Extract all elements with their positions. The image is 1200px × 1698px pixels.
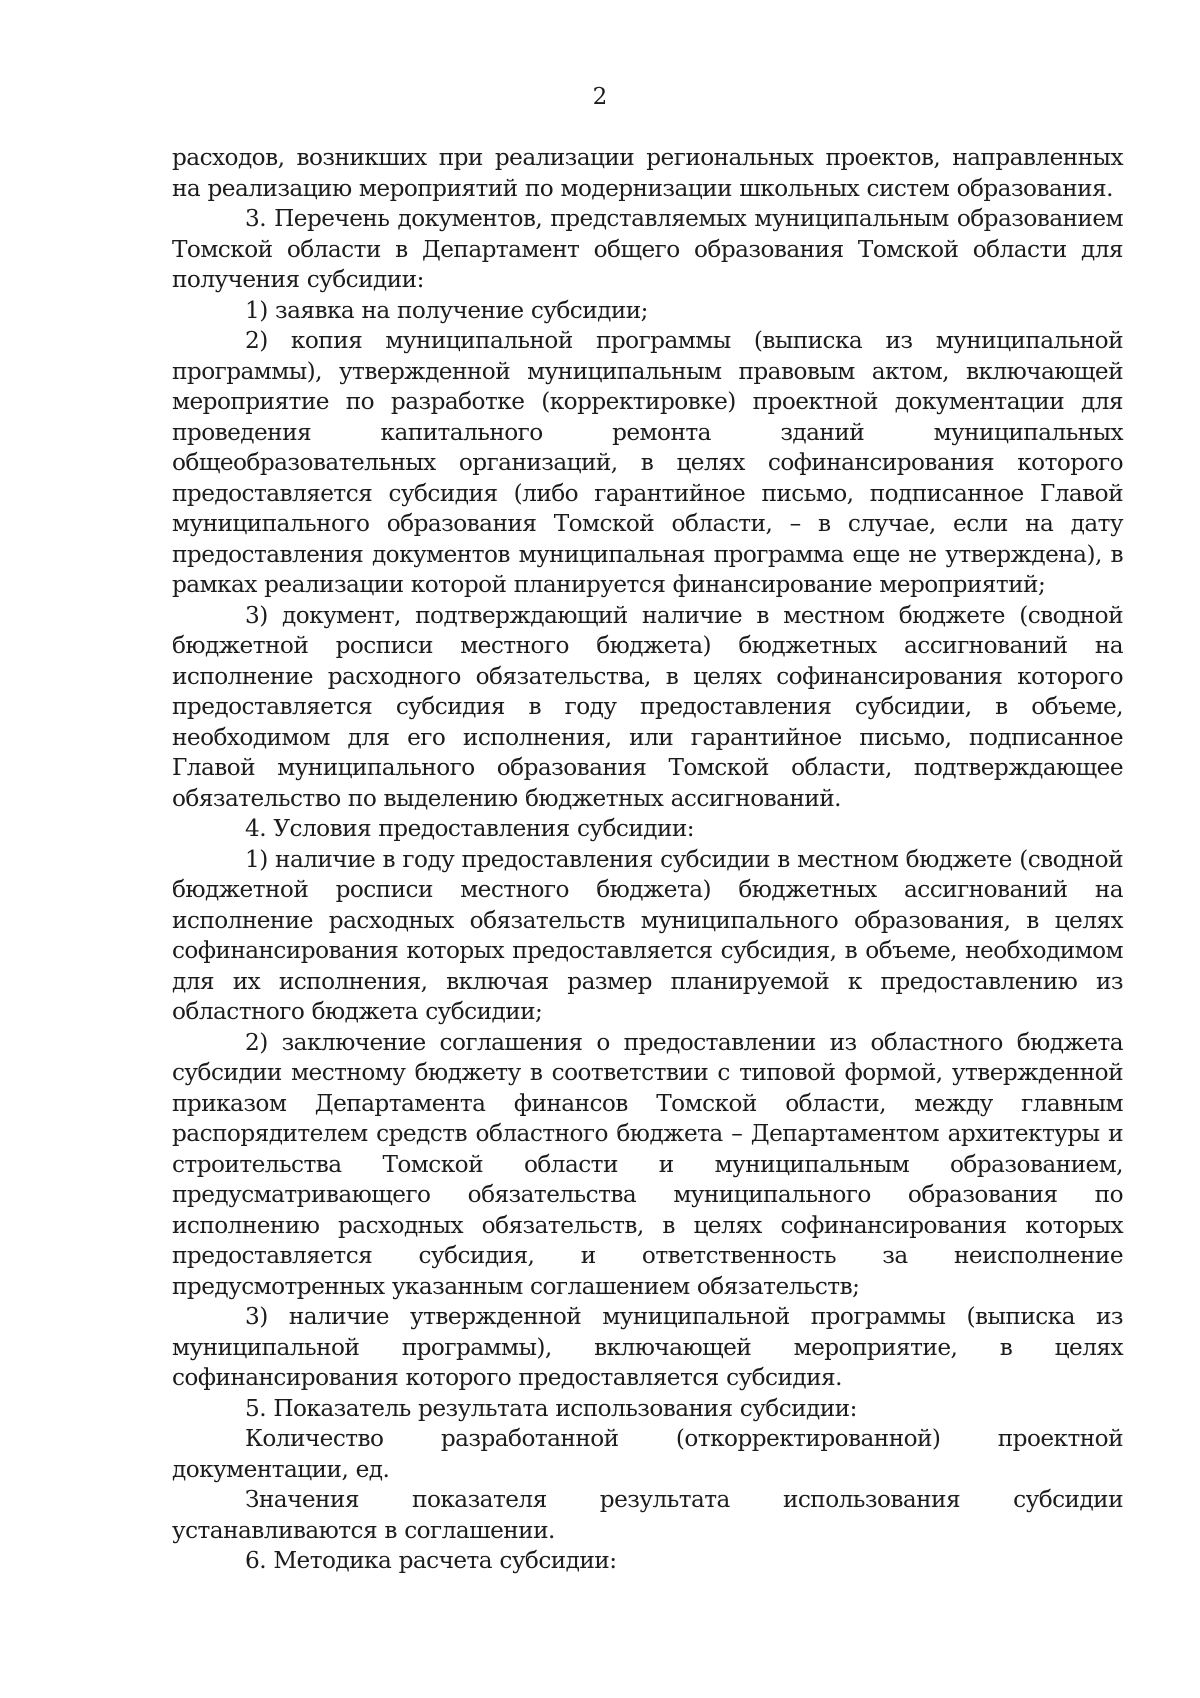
paragraph-item-4-2: 2) заключение соглашения о предоставлении из областного бюджета субсидии местному бюджету в соответствии с типовой формой, утвержденной приказом Департамента финансов Томской области, между главным распорядителем средств областного бюджета – Департаментом архитектуры и строительства Томской области и муниципальным образованием, предусматривающего обязательства муниципального образования по исполнению расходных обязательств, в целях софинансирования которых предоставляется субсидия, и ответственность за неисполнение предусмотренных указанным соглашением обязательств; [172, 1028, 1123, 1300]
paragraph-item-5-values: Значения показателя результата использования субсидии устанавливаются в соглашении. [172, 1486, 1123, 1544]
paragraph-item-4-1: 1) наличие в году предоставления субсидии в местном бюджете (сводной бюджетной росписи местного бюджета) бюджетных ассигнований на исполнение расходных обязательств муниципального образования, в целях софинансирования которых предоставляется субсидия, в объеме, необходимом для их исполнения, включая размер планируемой к предоставлению из областного бюджета субсидии; [172, 845, 1123, 1025]
paragraph-item-4-3: 3) наличие утвержденной муниципальной программы (выписка из муниципальной программы), включающей мероприятие, в целях софинансирования которого предоставляется субсидия. [172, 1303, 1123, 1391]
document-body [172, 143, 1123, 1577]
page-number: 2 [592, 84, 608, 110]
paragraph-item-6-heading: 6. Методика расчета субсидии: [245, 1547, 617, 1574]
paragraph-item-3-2: 2) копия муниципальной программы (выписка из муниципальной программы), утвержденной муниципальным правовым актом, включающей мероприятие по разработке (корректировке) проектной документации для проведения капитального ремонта зданий муниципальных общеобразовательных организаций, в целях софинансирования которого предоставляется субсидия (либо гарантийное письмо, подписанное Главой муниципального образования Томской области, – в случае, если на дату предоставления документов муниципальная программа еще не утверждена), в рамках реализации которой планируется финансирование мероприятий; [172, 327, 1123, 598]
paragraph-item-3-heading: 3. Перечень документов, представляемых муниципальным образованием Томской области в Департамент общего образования Томской области для получения субсидии: [172, 205, 1123, 293]
paragraph-item-5-heading: 5. Показатель результата использования субсидии: [245, 1394, 857, 1422]
paragraph-item-3-3: 3) документ, подтверждающий наличие в местном бюджете (сводной бюджетной росписи местного бюджета) бюджетных ассигнований на исполнение расходного обязательства, в целях софинансирования которого предоставляется субсидия в году предоставления субсидии, в объеме, необходимом для его исполнения, или гарантийное письмо, подписанное Главой муниципального образования Томской области, подтверждающее обязательство по выделению бюджетных ассигнований. [172, 601, 1123, 812]
paragraph-continuation: расходов, возникших при реализации региональных проектов, направленных на реализацию мероприятий по модернизации школьных систем образования. [172, 144, 1123, 202]
paragraph-item-5-indicator: Количество разработанной (откорректированной) проектной документации, ед. [172, 1425, 1123, 1483]
paragraph-item-3-1: 1) заявка на получение субсидии; [245, 296, 648, 324]
paragraph-item-4-heading: 4. Условия предоставления субсидии: [245, 815, 695, 842]
